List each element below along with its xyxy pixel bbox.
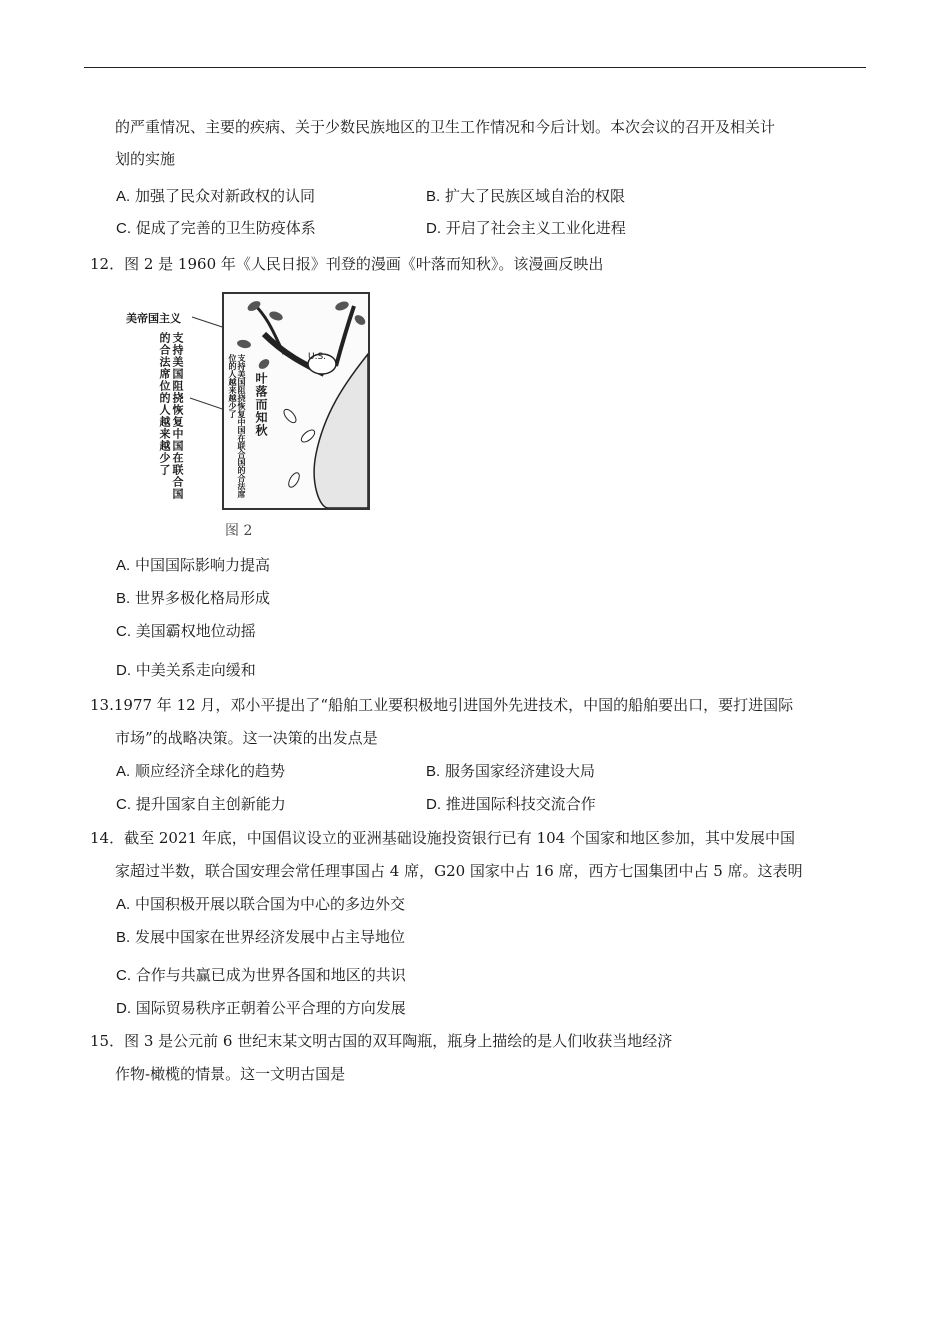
cartoon-label-us-imperialism: 美帝国主义 xyxy=(126,312,181,325)
q14-option-c[interactable]: C. 合作与共赢已成为世界各国和地区的共识 xyxy=(116,966,406,984)
q13-option-c[interactable]: C. 提升国家自主创新能力 xyxy=(116,795,286,813)
q11-option-b[interactable]: B. 扩大了民族区域自治的权限 xyxy=(426,187,625,205)
q12-cartoon-figure xyxy=(120,290,380,540)
q15-stem-line2: 作物-橄榄的情景。这一文明古国是 xyxy=(115,1065,346,1083)
q12-stem: 12．图 2 是 1960 年《人民日报》刊登的漫画《叶落而知秋》。该漫画反映出 xyxy=(90,255,604,273)
q14-option-b[interactable]: B. 发展中国家在世界经济发展中占主导地位 xyxy=(116,928,405,946)
q13-option-b[interactable]: B. 服务国家经济建设大局 xyxy=(426,762,595,780)
q14-option-a[interactable]: A. 中国积极开展以联合国为中心的多边外交 xyxy=(116,895,405,913)
q11-stem-line2: 划的实施 xyxy=(115,150,176,168)
q12-option-a[interactable]: A. 中国国际影响力提高 xyxy=(116,556,270,574)
q13-option-a[interactable]: A. 顺应经济全球化的趋势 xyxy=(116,762,285,780)
figure-2-caption: 图 2 xyxy=(225,523,253,539)
cartoon-side-caption: 支持美国阻挠恢复中国在联合国的合法席位的人越来越少了 xyxy=(158,332,184,500)
cartoon-us-mark: U.S. xyxy=(308,352,327,362)
q12-option-b[interactable]: B. 世界多极化格局形成 xyxy=(116,589,270,607)
q13-option-d[interactable]: D. 推进国际科技交流合作 xyxy=(426,795,596,813)
q14-stem-line1: 14．截至 2021 年底，中国倡议设立的亚洲基础设施投资银行已有 104 个国家和地区参加，其中发展中国 xyxy=(90,829,795,847)
q15-stem-line1: 15．图 3 是公元前 6 世纪末某文明古国的双耳陶瓶，瓶身上描绘的是人们收获当地经济 xyxy=(90,1032,673,1050)
cartoon-illustration xyxy=(222,292,370,510)
q11-option-a[interactable]: A. 加强了民众对新政权的认同 xyxy=(116,187,315,205)
q13-stem-line1: 13.1977 年 12 月，邓小平提出了“船舶工业要积极地引进国外先进技术，中国的船舶要出口，要打进国际 xyxy=(90,696,794,714)
q13-stem-line2: 市场”的战略决策。这一决策的出发点是 xyxy=(115,729,378,747)
q11-stem-line1: 的严重情况、主要的疾病、关于少数民族地区的卫生工作情况和今后计划。本次会议的召开及相关计 xyxy=(115,118,776,136)
q12-option-d[interactable]: D. 中美关系走向缓和 xyxy=(116,661,256,679)
q11-option-d[interactable]: D. 开启了社会主义工业化进程 xyxy=(426,219,626,237)
q14-stem-line2: 家超过半数，联合国安理会常任理事国占 4 席，G20 国家中占 16 席，西方七国集团中占 5 席。这表明 xyxy=(115,862,803,880)
cartoon-title: 叶落而知秋 xyxy=(254,372,268,437)
q14-option-d[interactable]: D. 国际贸易秩序正朝着公平合理的方向发展 xyxy=(116,999,406,1017)
cartoon-inner-caption: 支持美国阻挠恢复中国在联合国的合法席位的人越来越少了 xyxy=(228,354,246,498)
q11-option-c[interactable]: C. 促成了完善的卫生防疫体系 xyxy=(116,219,316,237)
q12-option-c[interactable]: C. 美国霸权地位动摇 xyxy=(116,622,256,640)
header-rule xyxy=(84,67,866,68)
